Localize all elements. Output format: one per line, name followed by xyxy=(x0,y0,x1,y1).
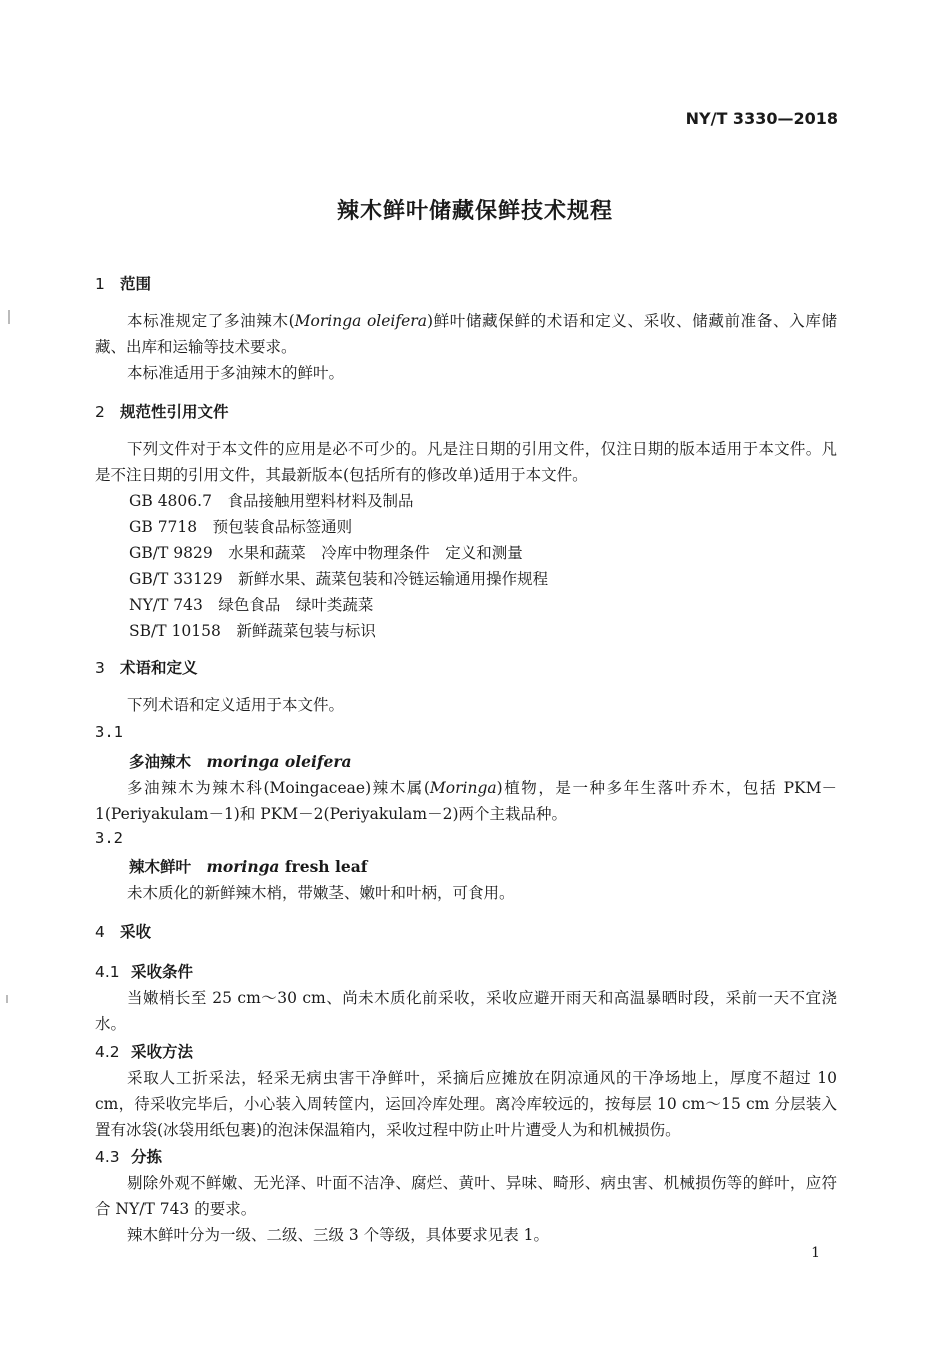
reference-item: GB/T 9829 水果和蔬菜 冷库中物理条件 定义和测量 xyxy=(129,544,523,562)
standard-code: NY/T 3330—2018 xyxy=(685,109,838,128)
scan-edge-mark xyxy=(8,310,10,324)
clause-number-3-2: 3.2 xyxy=(95,829,123,847)
section-title: 范围 xyxy=(120,275,152,293)
subsection-heading-4-3: 4.3 分拣 xyxy=(95,1148,163,1166)
latin-name: Moringa oleifera xyxy=(294,312,427,330)
paragraph-terms-intro: 下列术语和定义适用于本文件。 xyxy=(127,696,345,714)
definition-fresh-leaf: 未木质化的新鲜辣木梢，带嫩茎、嫩叶和叶柄，可食用。 xyxy=(127,884,515,902)
section-number: 4 xyxy=(95,923,105,941)
definition-moringa-oleifera: 多油辣木为辣木科(Moingaceae)辣木属(Moringa)植物，是一种多年生落叶乔木，包括 PKM－1(Periyakulam－1)和 PKM－2(Periyakulam－2)两个主栽品种。 xyxy=(95,779,838,823)
term-fresh-leaf: 辣木鲜叶 moringa fresh leaf xyxy=(129,857,368,876)
page-number: 1 xyxy=(811,1245,820,1261)
section-heading-2 xyxy=(95,400,229,422)
paragraph-grades: 辣木鲜叶分为一级、二级、三级 3 个等级，具体要求见表 1。 xyxy=(127,1226,550,1244)
reference-item: GB/T 33129 新鲜水果、蔬菜包装和冷链运输通用操作规程 xyxy=(129,570,549,588)
clause-number-3-1: 3.1 xyxy=(95,723,123,741)
section-heading-1 xyxy=(95,272,151,294)
paragraph-applicability: 本标准适用于多油辣木的鲜叶。 xyxy=(127,364,345,382)
section-number: 3 xyxy=(95,659,105,677)
paragraph-harvest-conditions: 当嫩梢长至 25 cm～30 cm、尚未木质化前采收，采收应避开雨天和高温暴晒时段，采前一天不宜浇水。 xyxy=(95,989,837,1033)
section-title: 术语和定义 xyxy=(120,659,198,677)
section-heading-3 xyxy=(95,656,198,678)
document-title: 辣木鲜叶储藏保鲜技术规程 xyxy=(336,199,613,224)
subsection-heading-4-1: 4.1 采收条件 xyxy=(95,963,194,981)
scan-edge-mark xyxy=(6,995,8,1003)
paragraph-references-intro: 下列文件对于本文件的应用是必不可少的。凡是注日期的引用文件，仅注日期的版本适用于本文件。凡是不注日期的引用文件，其最新版本(包括所有的修改单)适用于本文件。 xyxy=(95,440,837,484)
paragraph-harvest-method: 采取人工折采法，轻采无病虫害干净鲜叶，采摘后应摊放在阴凉通风的干净场地上，厚度不超过 10 cm，待采收完毕后，小心装入周转筐内，运回冷库处理。离冷库较远的，按每层 10 cm～15 cm 分层装入置有冰袋(冰袋用纸包裹)的泡沫保温箱内，采收过程中防止叶片遭受人为和机械损伤。 xyxy=(95,1069,837,1139)
paragraph-sorting: 剔除外观不鲜嫩、无光泽、叶面不洁净、腐烂、黄叶、异味、畸形、病虫害、机械损伤等的鲜叶，应符合 NY/T 743 的要求。 xyxy=(95,1174,837,1218)
reference-item: GB 4806.7 食品接触用塑料材料及制品 xyxy=(129,492,414,510)
section-number: 2 xyxy=(95,403,105,421)
reference-item: GB 7718 预包装食品标签通则 xyxy=(129,518,353,536)
term-moringa-oleifera: 多油辣木 moringa oleifera xyxy=(129,752,352,771)
paragraph-scope: 本标准规定了多油辣木(Moringa oleifera)鲜叶储藏保鲜的术语和定义、采收、储藏前准备、入库储藏、出库和运输等技术要求。 xyxy=(95,312,837,356)
reference-item: SB/T 10158 新鲜蔬菜包装与标识 xyxy=(129,622,376,640)
section-title: 采收 xyxy=(120,923,152,941)
subsection-heading-4-2: 4.2 采收方法 xyxy=(95,1043,194,1061)
section-heading-4 xyxy=(95,920,151,942)
reference-item: NY/T 743 绿色食品 绿叶类蔬菜 xyxy=(129,596,374,614)
section-title: 规范性引用文件 xyxy=(120,403,229,421)
section-number: 1 xyxy=(95,275,105,293)
